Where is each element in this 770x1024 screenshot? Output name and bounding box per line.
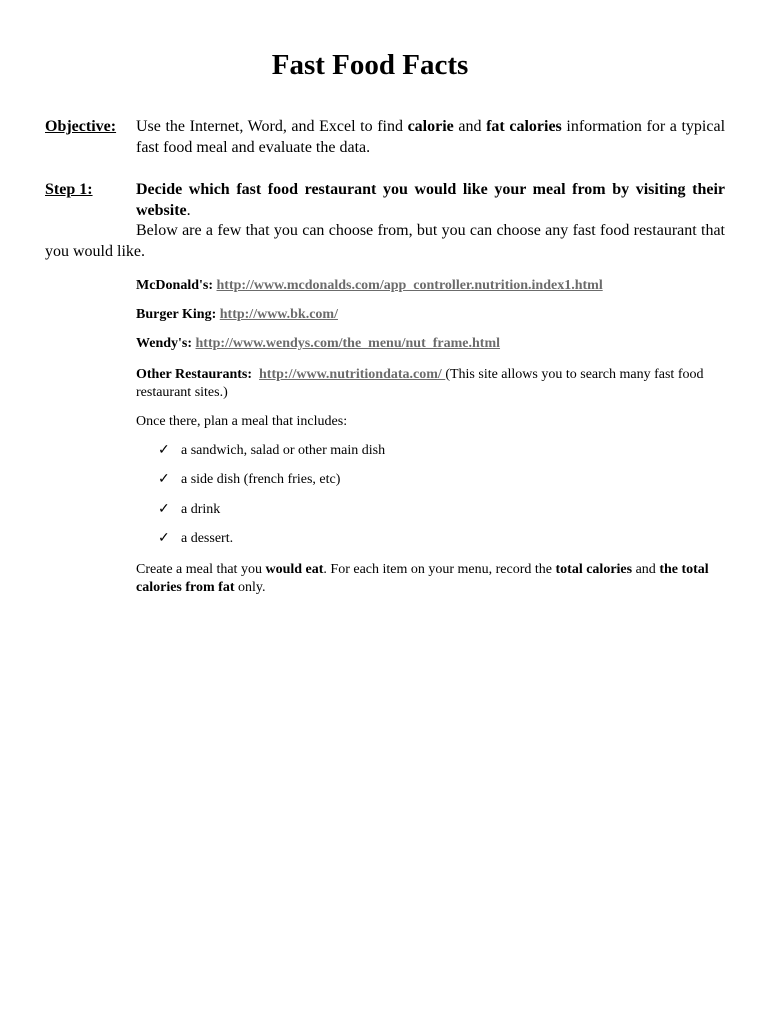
restaurant-name: McDonald's: (136, 278, 213, 293)
checkmark-icon: ✓ (158, 472, 170, 487)
restaurant-row-other (136, 366, 726, 402)
create-bold-calories-from-fat: the total calories from fat (136, 562, 709, 595)
restaurant-link-mcdonalds[interactable]: http://www.mcdonalds.com/app_controller.nutrition.index1.html (216, 278, 603, 293)
step1-text (136, 179, 725, 221)
step1-label: Step 1: (45, 181, 93, 198)
restaurant-link-wendys[interactable]: http://www.wendys.com/the_menu/nut_frame.html (195, 336, 501, 351)
restaurant-row-wendys (136, 335, 726, 353)
checklist-item-label: a side dish (french fries, etc) (181, 472, 341, 487)
page-title: Fast Food Facts (271, 49, 469, 81)
step1-period: . (186, 202, 191, 219)
checklist-item (158, 530, 233, 548)
restaurant-name: Burger King: (136, 307, 217, 322)
objective-label: Objective: (45, 118, 117, 135)
restaurant-name: Other Restaurants: (136, 367, 253, 382)
restaurant-link-nutritiondata[interactable]: http://www.nutritiondata.com/ (259, 367, 446, 382)
restaurant-row-mcdonalds (136, 277, 726, 295)
checklist-item-label: a drink (181, 502, 221, 517)
create-text-part: . For each item on your menu, record the (323, 562, 556, 577)
step1-instruction: Decide which fast food restaurant you would like your meal from by visiting their website (136, 181, 725, 219)
objective-text-part: and (453, 118, 487, 135)
plan-intro: Once there, plan a meal that includes: (136, 414, 348, 429)
create-text-part: only. (234, 580, 266, 595)
objective-bold-calorie: calorie (407, 118, 454, 135)
objective-bold-fat-calories: fat calories (486, 118, 562, 135)
checkmark-icon: ✓ (158, 502, 170, 517)
restaurant-note: (This site allows you to search many fast food restaurant sites.) (136, 367, 704, 400)
checkmark-icon: ✓ (158, 443, 170, 458)
create-bold-total-calories: total calories (555, 562, 633, 577)
create-meal-text (136, 561, 726, 597)
objective-text-part: information for a typical fast food meal and evaluate the data. (136, 118, 726, 156)
checklist-item-label: a sandwich, salad or other main dish (181, 443, 386, 458)
checklist-item-label: a dessert. (181, 531, 234, 546)
create-text-part: and (632, 562, 660, 577)
objective-text (136, 116, 725, 158)
create-bold-would-eat: would eat (265, 562, 324, 577)
restaurant-row-burger-king (136, 306, 726, 324)
checklist-item (158, 471, 340, 489)
checklist-item (158, 501, 220, 519)
create-text-part: Create a meal that you (136, 562, 266, 577)
restaurant-name: Wendy's: (136, 336, 193, 351)
objective-text-part: Use the Internet, Word, and Excel to find (136, 118, 408, 135)
step1-below-text: Below are a few that you can choose from, but you can choose any fast food restaurant that you would like. (45, 222, 725, 260)
restaurant-link-burger-king[interactable]: http://www.bk.com/ (219, 307, 338, 322)
checklist-item (158, 442, 385, 460)
checkmark-icon: ✓ (158, 531, 170, 546)
